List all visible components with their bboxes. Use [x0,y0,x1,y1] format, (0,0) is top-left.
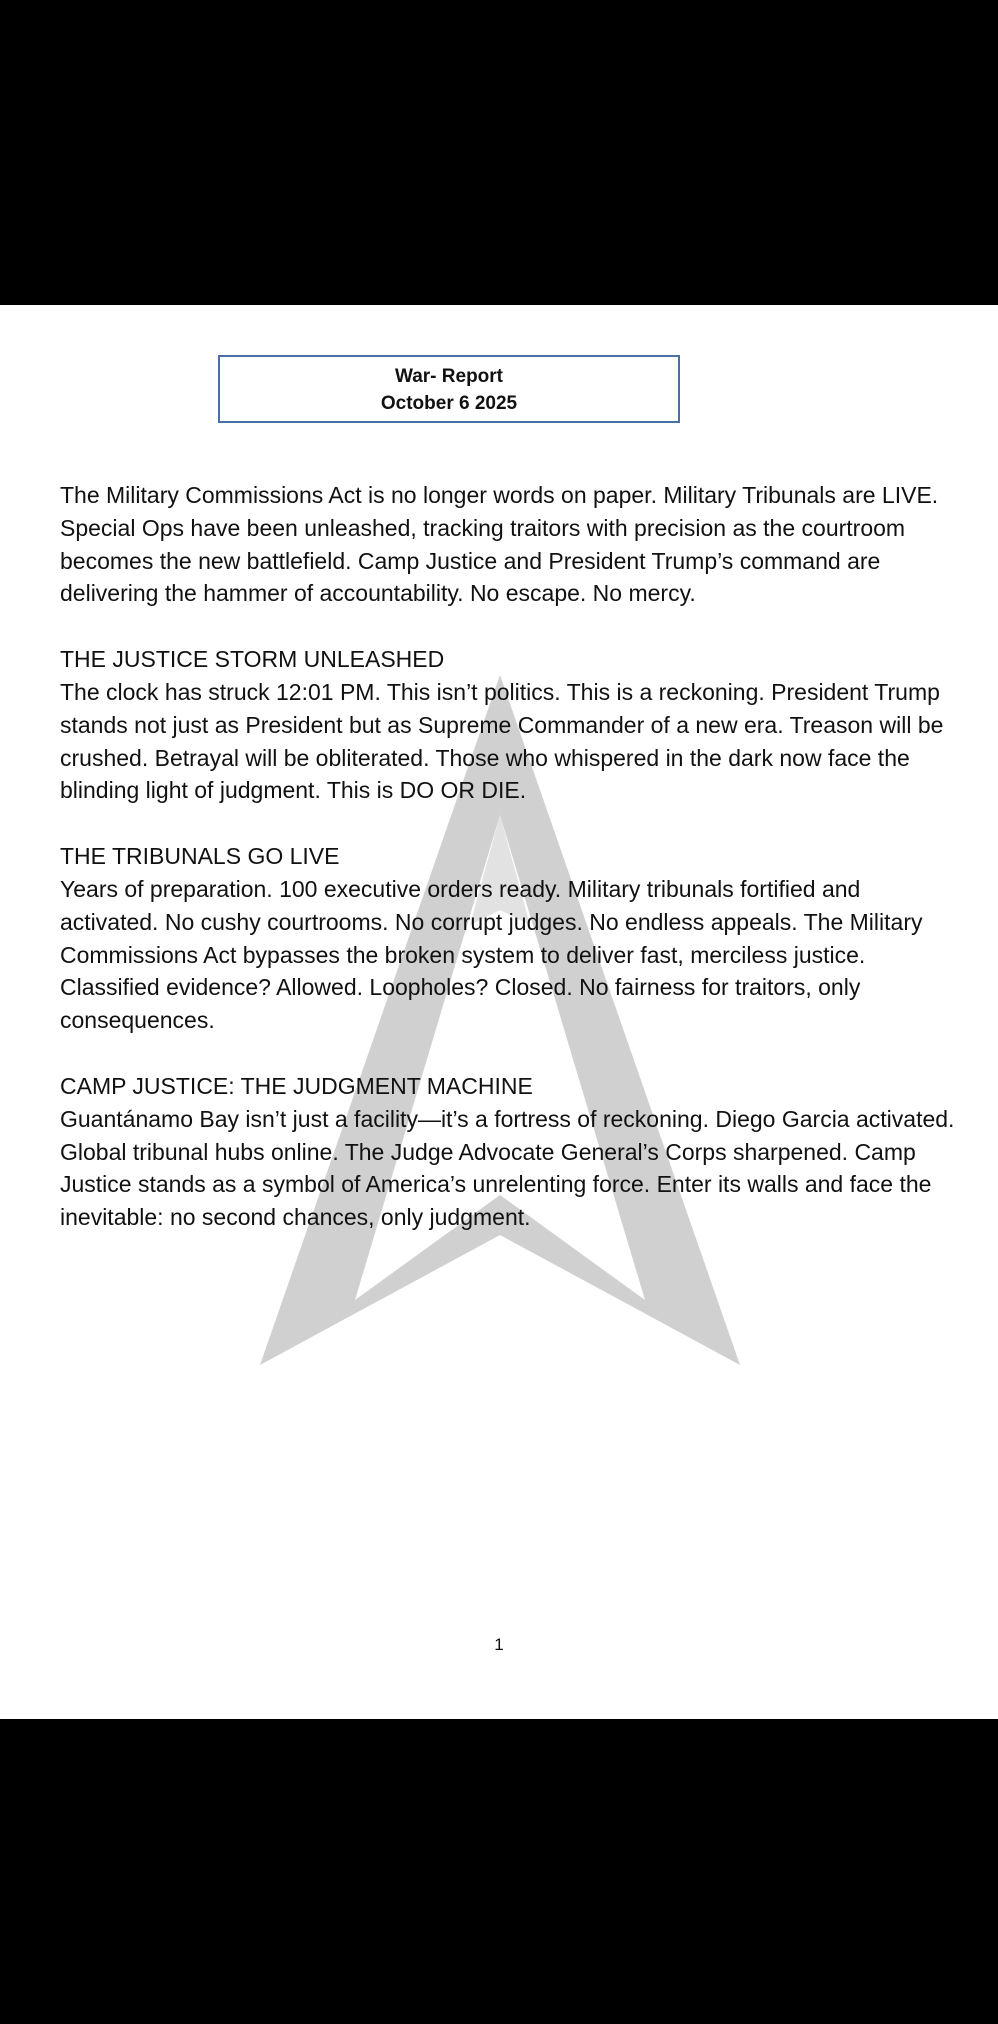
section-title: THE TRIBUNALS GO LIVE [60,843,340,870]
section-camp-justice [60,1070,960,1234]
section-body: The clock has struck 12:01 PM. This isn’t politics. This is a reckoning. President Trump stands not just as President but as Supreme Commander of a new era. Treason will be crushed. Betrayal will be obliterated. Those who whispered in the dark now face the blinding light of judgment. This is DO OR DIE. [60,678,944,804]
section-tribunals-live [60,840,960,1037]
section-title: THE JUSTICE STORM UNLEASHED [60,646,445,673]
report-title: War- Report [394,366,504,387]
document-page [0,305,998,1719]
report-body [60,479,960,1267]
section-body: Guantánamo Bay isn’t just a facility—it’s a fortress of reckoning. Diego Garcia activated. Global tribunal hubs online. The Judge Advocate General’s Corps sharpened. Camp Justice stands as a symbol of America’s unrelenting force. Enter its walls and face the inevitable: no second chances, only judgment. [60,1105,955,1231]
intro-paragraph: The Military Commissions Act is no longer words on paper. Military Tribunals are LIVE. Special Ops have been unleashed, tracking traitors with precision as the courtroom becomes the new battlefield. Camp Justice and President Trump’s command are delivering the hammer of accountability. No escape. No mercy. [60,482,939,607]
section-justice-storm [60,643,960,807]
section-title: CAMP JUSTICE: THE JUDGMENT MACHINE [60,1072,533,1099]
report-date: October 6 2025 [380,393,518,414]
report-header-box [218,355,680,423]
page-number: 1 [494,1635,504,1654]
section-body: Years of preparation. 100 executive orders ready. Military tribunals fortified and activated. No cushy courtrooms. No corrupt judges. No endless appeals. The Military Commissions Act bypasses the broken system to deliver fast, merciless justice. Classified evidence? Allowed. Loopholes? Closed. No fairness for traitors, only consequences. [60,875,923,1034]
